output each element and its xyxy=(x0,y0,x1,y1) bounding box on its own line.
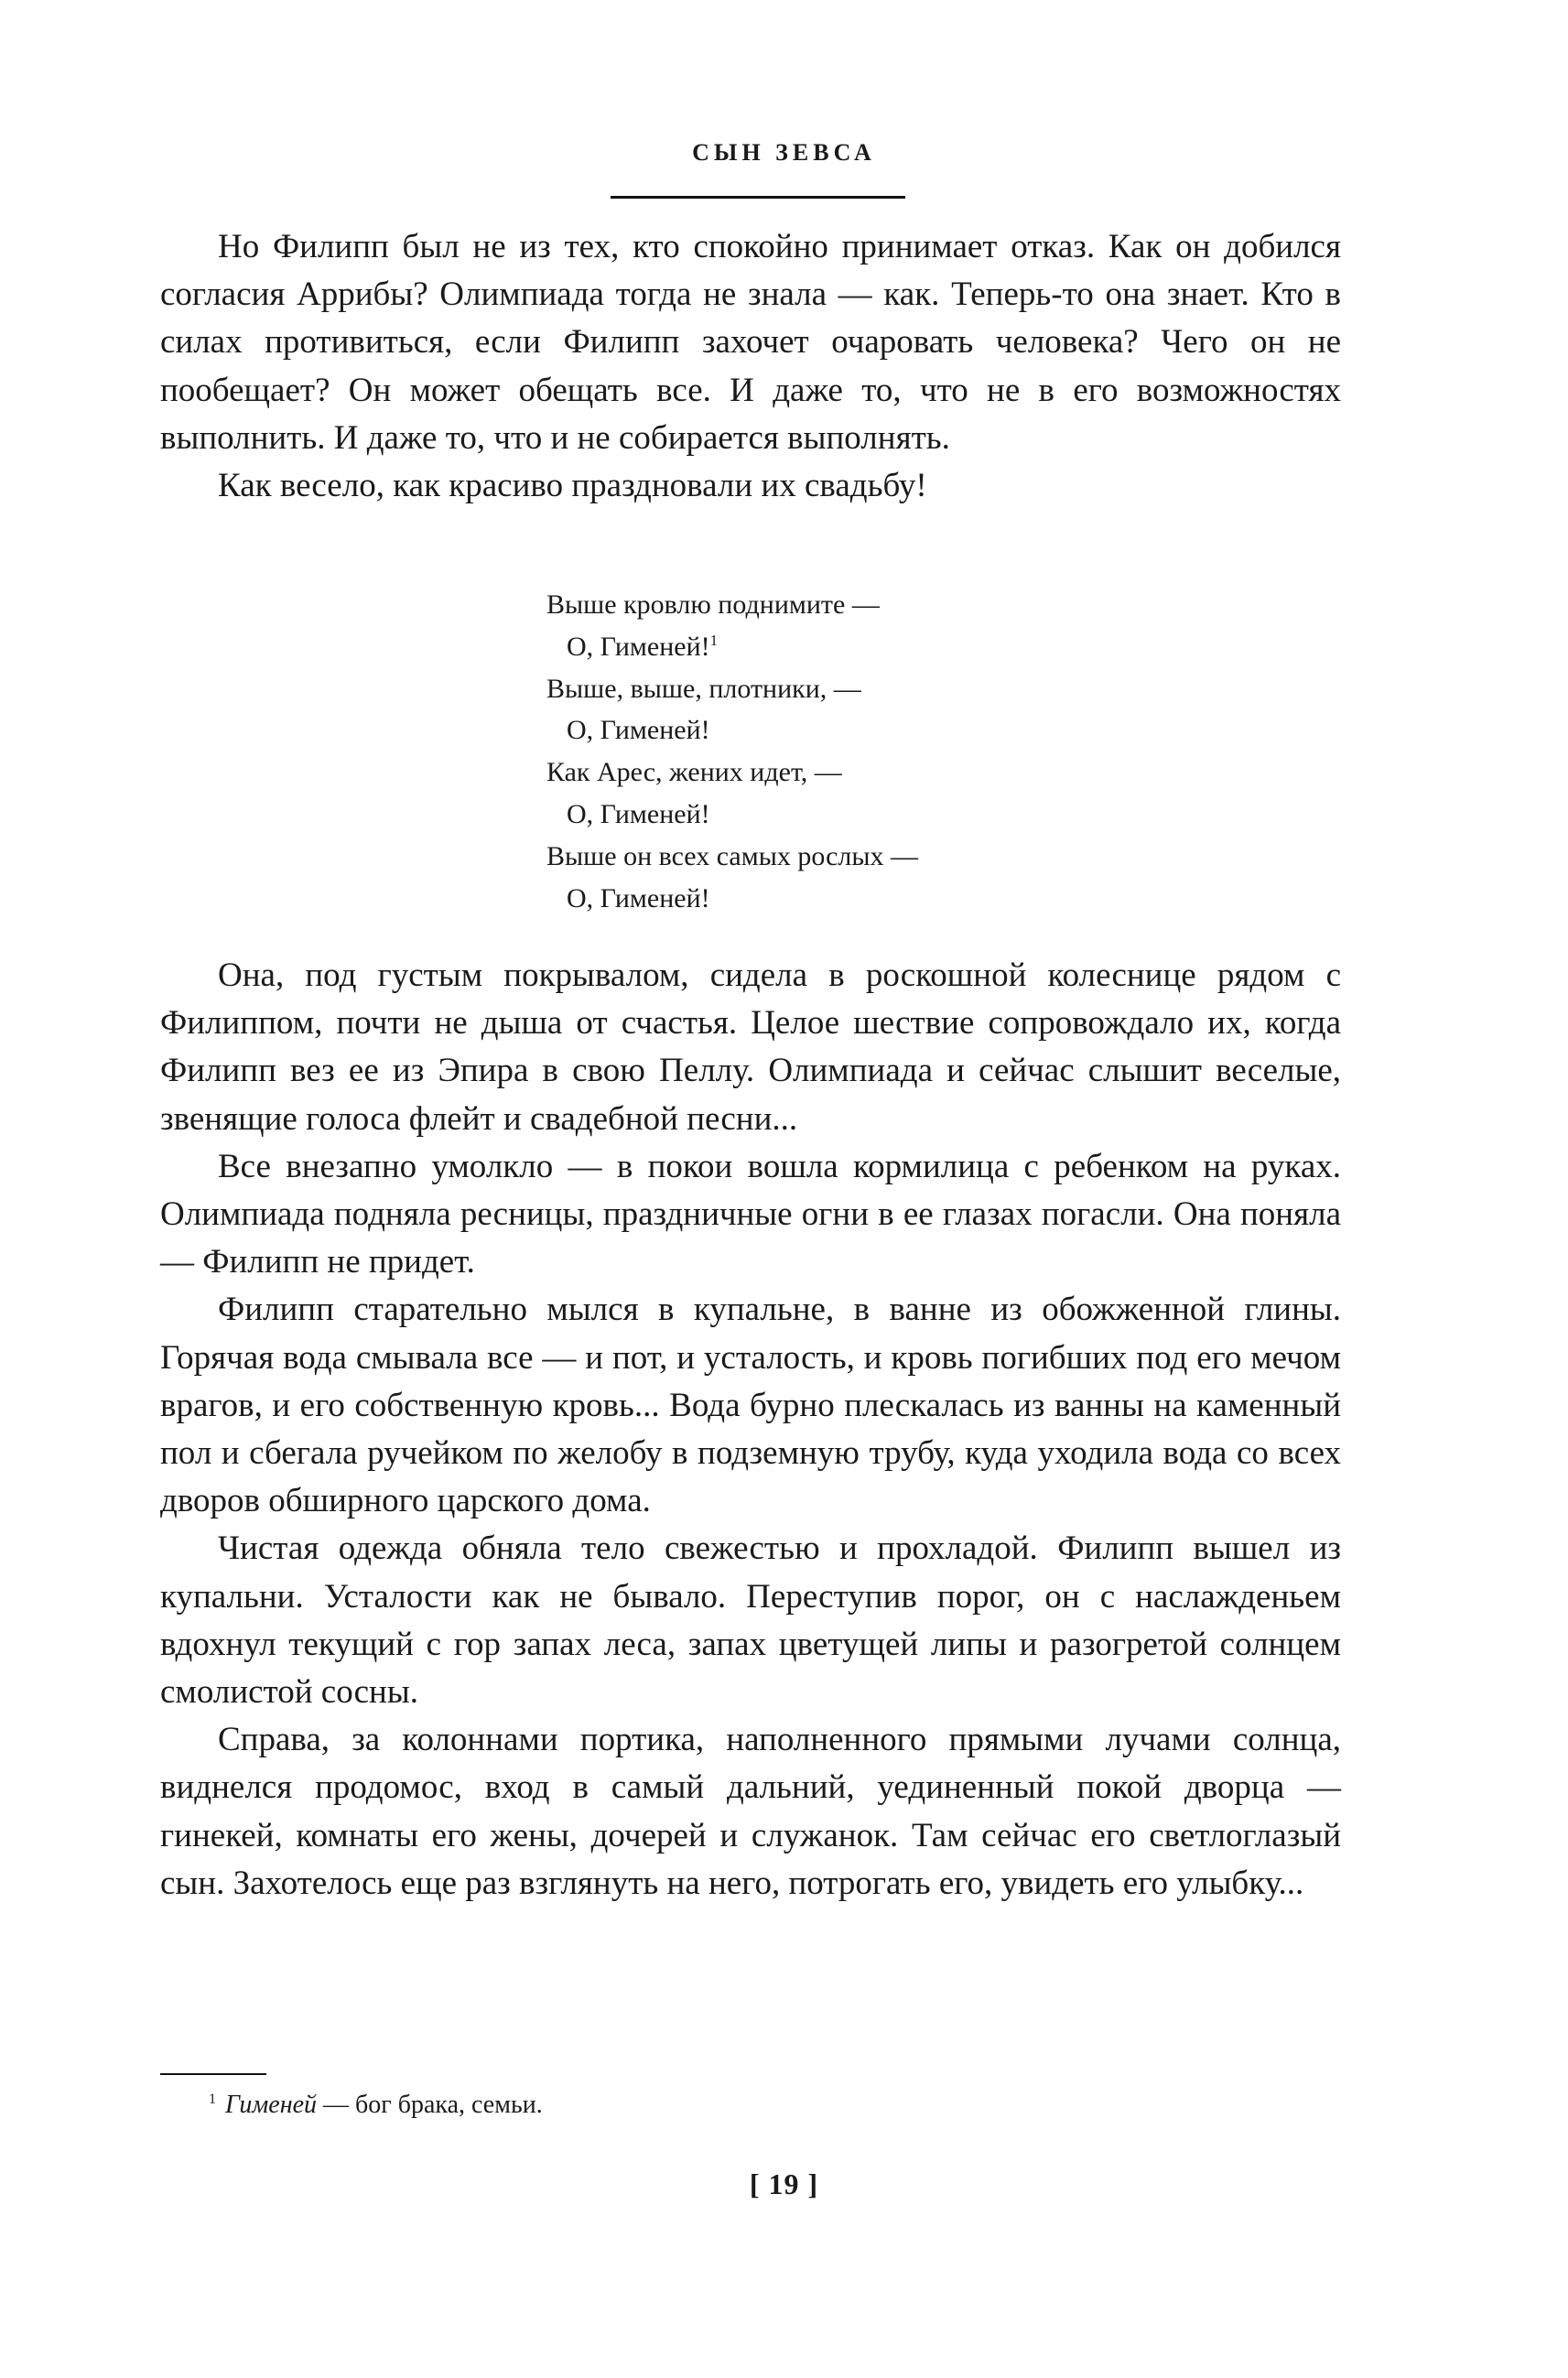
footnote-mark: 1 xyxy=(209,2091,216,2107)
footnote-rule xyxy=(160,2073,266,2075)
paragraph: Как весело, как красиво праздновали их свадьбу! xyxy=(218,467,927,505)
text-block-top xyxy=(160,223,1341,510)
paragraph: Но Филипп был не из тех, кто спокойно принимает отказ. Как он добился согласия Аррибы? Олимпиада тогда не знала — как. Теперь-то она знает. Кто в силах противиться, если Филипп захочет очаровать человека? Чего он не пообещает? Он может обещать все. И даже то, что не в его возможностях выполнить. И даже то, что и не собирается выполнять. xyxy=(160,228,1341,457)
footnote-reference: 1 xyxy=(709,631,719,649)
page-number: [ 19 ] xyxy=(749,2167,819,2200)
footnote-text: — бог брака, семьи. xyxy=(317,2091,543,2119)
paragraph: Все внезапно умолкло — в покои вошла кормилица с ребенком на руках. Олимпиада подняла ресницы, праздничные огни в ее глазах погасли. Она поняла — Филипп не придет. xyxy=(160,1147,1341,1281)
poem xyxy=(546,584,1187,919)
footnote-term: Гименей xyxy=(225,2091,318,2119)
poem-line: Как Арес, жених идет, — xyxy=(546,757,842,788)
paragraph: Чистая одежда обняла тело свежестью и прохладой. Филипп вышел из купальни. Усталости как не бывало. Переступив порог, он с наслажденьем вдохнул текущий с гор запах леса, запах цветущей липы и разогретой солнцем смолистой сосны. xyxy=(160,1529,1341,1712)
poem-line: О, Гименей! xyxy=(567,798,710,829)
footnote xyxy=(209,2087,543,2124)
running-head-rule xyxy=(611,196,905,199)
poem-line: О, Гименей! xyxy=(567,882,710,913)
running-head: СЫН ЗЕВСА xyxy=(692,139,876,166)
poem-line: Выше кровлю поднимите — xyxy=(546,589,880,620)
paragraph: Справа, за колоннами портика, наполненного прямыми лучами солнца, виднелся продомос, вход в самый дальний, уединенный покой дворца — гинекей, комнаты его жены, дочерей и служанок. Там сейчас его светлоглазый сын. Захотелось еще раз взглянуть на него, потрогать его, увидеть его улыбку... xyxy=(160,1721,1341,1902)
poem-line: О, Гименей!$^1$ xyxy=(567,631,719,662)
paragraph: Филипп старательно мылся в купальне, в ванне из обожженной глины. Горячая вода смывала все — и пот, и усталость, и кровь погибших под его мечом врагов, и его собственную кровь... Вода бурно плескалась из ванны на каменный пол и сбегала ручейком по желобу в подземную трубу, куда уходила вода со всех дворов обширного царского дома. xyxy=(160,1291,1341,1520)
poem-line: О, Гименей! xyxy=(567,715,710,746)
text-block-bottom xyxy=(160,952,1341,1908)
paragraph: Она, под густым покрывалом, сидела в роскошной колеснице рядом с Филиппом, почти не дыша от счастья. Целое шествие сопровождало их, когда Филипп вез ее из Эпира в свою Пеллу. Олимпиада и сейчас слышит веселые, звенящие голоса флейт и свадебной песни... xyxy=(160,957,1341,1138)
poem-line: Выше, выше, плотники, — xyxy=(546,673,861,704)
poem-line: Выше он всех самых рослых — xyxy=(546,840,919,871)
